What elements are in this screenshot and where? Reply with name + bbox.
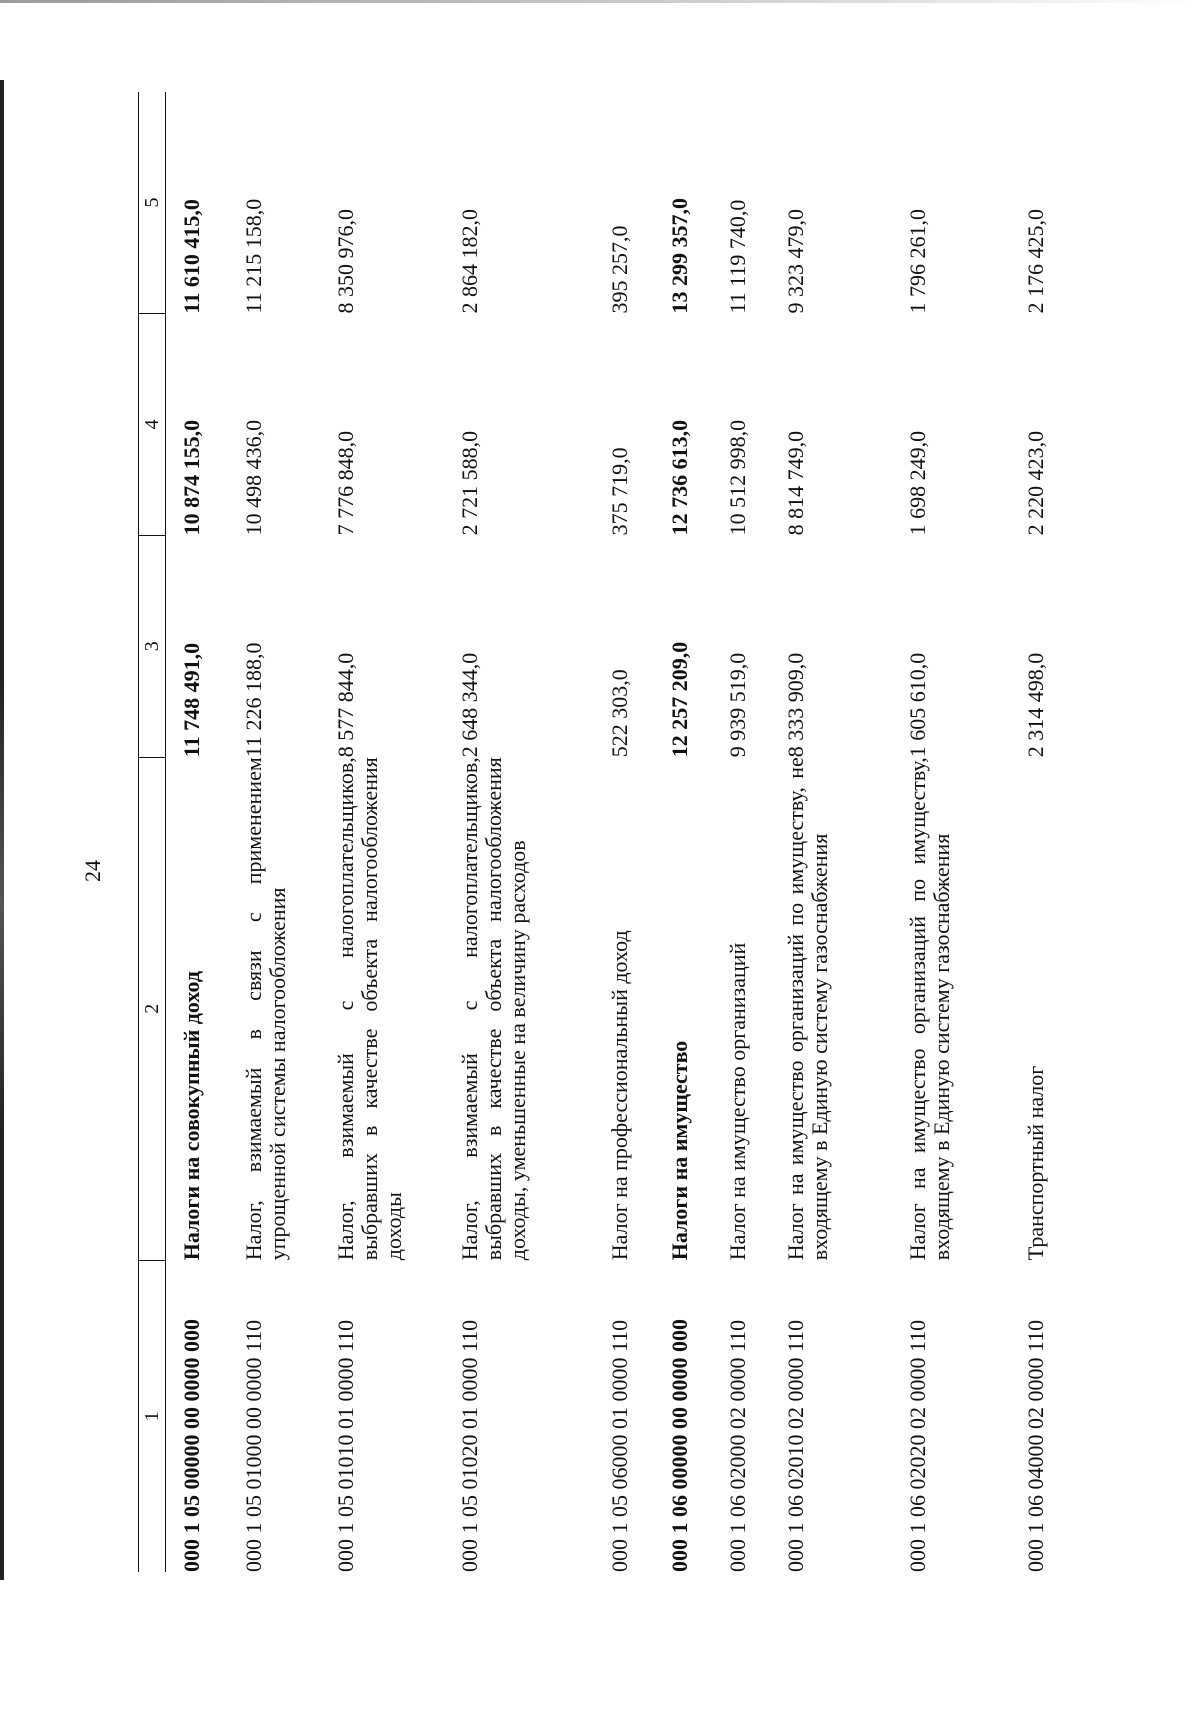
header-col-5: 5 (139, 92, 166, 313)
row-name: Налоги на совокупный доход (179, 971, 204, 1261)
row-value-col5: 11 119 740,0 (724, 199, 750, 314)
row-code: 000 1 05 01020 01 0000 110 (456, 1319, 482, 1572)
table-row (594, 92, 654, 1572)
row-code: 000 1 06 02010 02 0000 110 (782, 1319, 808, 1572)
row-code: 000 1 06 00000 00 0000 000 (666, 1319, 692, 1572)
row-code: 000 1 05 00000 00 0000 000 (179, 1319, 204, 1572)
row-value-col4: 10 512 998,0 (724, 419, 750, 536)
table-row (654, 92, 712, 1572)
row-value-col3: 11 748 491,0 (179, 642, 204, 758)
row-value-col4: 12 736 613,0 (666, 419, 692, 536)
row-value-col4: 10 874 155,0 (179, 419, 204, 536)
row-value-col5: 11 610 415,0 (179, 199, 204, 314)
row-value-col5: 2 176 425,0 (1022, 208, 1048, 314)
row-value-col5: 2 864 182,0 (456, 208, 482, 314)
row-name: Налог, взимаемый в связи с применением упрощенной системы налогообложения (240, 757, 290, 1261)
row-code: 000 1 05 06000 01 0000 110 (606, 1319, 632, 1572)
row-code: 000 1 06 02000 02 0000 110 (724, 1319, 750, 1572)
row-name: Налог на имущество организаций по имуществу, не входящему в Единую систему газоснабжения (782, 757, 832, 1261)
row-value-col4: 2 721 588,0 (456, 430, 482, 536)
row-value-col5: 8 350 976,0 (332, 208, 358, 314)
table-row (892, 92, 1010, 1572)
page-number: 24 (80, 860, 105, 882)
row-name: Налог на имущество организаций (724, 942, 750, 1261)
row-value-col4: 1 698 249,0 (904, 430, 930, 536)
row-name: Налог, взимаемый с налогоплательщиков, выбравших в качестве объекта налогообложения доходы (332, 757, 406, 1261)
row-value-col5: 9 323 479,0 (782, 208, 808, 314)
rotated-page (138, 92, 1048, 1572)
table-row (1010, 92, 1060, 1572)
row-value-col3: 8 333 909,0 (782, 652, 808, 758)
row-code: 000 1 05 01000 00 0000 110 (240, 1319, 266, 1572)
table-header-row (139, 92, 166, 1572)
header-col-4: 4 (139, 313, 166, 535)
table-row (320, 92, 444, 1572)
row-code: 000 1 06 04000 02 0000 110 (1022, 1319, 1048, 1572)
row-value-col3: 522 303,0 (606, 669, 632, 758)
scan-left-edge (0, 80, 4, 1580)
row-name: Налог на имущество организаций по имуществу, входящему в Единую систему газоснабжения (904, 757, 954, 1261)
row-value-col4: 8 814 749,0 (782, 430, 808, 536)
row-value-col3: 11 226 188,0 (240, 642, 266, 758)
row-value-col4: 2 220 423,0 (1022, 430, 1048, 536)
row-value-col3: 9 939 519,0 (724, 652, 750, 758)
row-name: Транспортный налог (1022, 1065, 1048, 1261)
scan-top-edge (0, 0, 1200, 3)
row-value-col5: 1 796 261,0 (904, 208, 930, 314)
header-col-2: 2 (139, 757, 166, 1260)
row-value-col5: 395 257,0 (606, 225, 632, 314)
table-row (166, 92, 228, 1572)
row-value-col5: 13 299 357,0 (666, 197, 692, 314)
row-value-col5: 11 215 158,0 (240, 198, 266, 314)
row-name: Налоги на имущество (666, 1040, 692, 1261)
table-row (770, 92, 892, 1572)
row-value-col3: 8 577 844,0 (332, 652, 358, 758)
budget-table (138, 92, 1060, 1572)
table-row (712, 92, 770, 1572)
row-value-col3: 1 605 610,0 (904, 652, 930, 758)
table-row (444, 92, 594, 1572)
row-value-col4: 10 498 436,0 (240, 419, 266, 536)
row-value-col3: 12 257 209,0 (666, 641, 692, 758)
row-value-col4: 375 719,0 (606, 447, 632, 536)
row-value-col3: 2 648 344,0 (456, 652, 482, 758)
table-row (228, 92, 320, 1572)
header-col-1: 1 (139, 1260, 166, 1572)
row-name: Налог на профессиональный доход (606, 930, 632, 1261)
row-code: 000 1 05 01010 01 0000 110 (332, 1319, 358, 1572)
row-name: Налог, взимаемый с налогоплательщиков, выбравших в качестве объекта налогообложения доходы, уменьшенные на величину расходов (456, 757, 530, 1261)
row-code: 000 1 06 02020 02 0000 110 (904, 1319, 930, 1572)
row-value-col4: 7 776 848,0 (332, 430, 358, 536)
row-value-col3: 2 314 498,0 (1022, 652, 1048, 758)
header-col-3: 3 (139, 535, 166, 757)
